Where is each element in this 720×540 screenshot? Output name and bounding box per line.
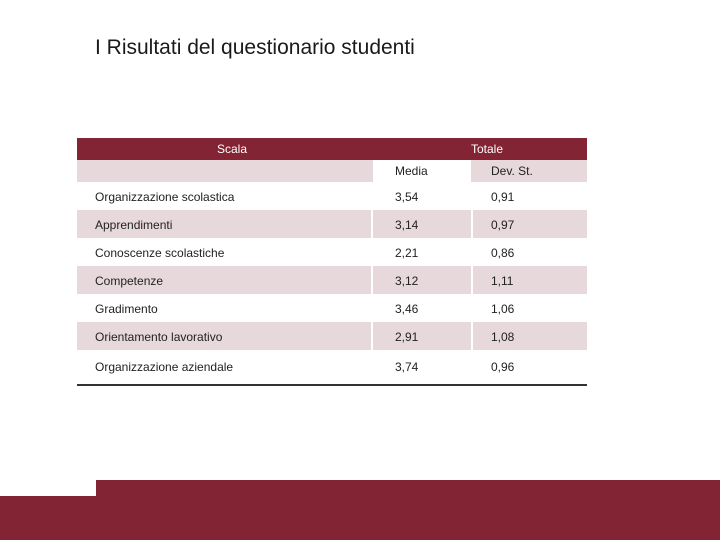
table-row	[77, 266, 587, 294]
column-divider	[371, 210, 373, 238]
row-dev: 1,06	[491, 302, 515, 316]
row-dev: 0,97	[491, 218, 515, 232]
row-scale-name: Gradimento	[95, 302, 158, 316]
row-scale-name: Apprendimenti	[95, 218, 173, 232]
table-row	[77, 238, 587, 266]
footer-band-top	[96, 480, 720, 496]
row-scale-name: Organizzazione aziendale	[95, 360, 234, 374]
footer-band	[0, 496, 720, 540]
row-media: 2,21	[395, 246, 419, 260]
header-scala: Scala	[217, 142, 248, 156]
table-bottom-rule	[77, 384, 587, 386]
row-dev: 0,96	[491, 360, 515, 374]
column-divider	[471, 322, 473, 350]
row-dev: 0,91	[491, 190, 515, 204]
column-divider	[371, 266, 373, 294]
row-dev: 1,11	[491, 274, 514, 288]
results-table	[77, 138, 587, 386]
table-row	[77, 210, 587, 238]
row-dev: 0,86	[491, 246, 515, 260]
row-media: 3,74	[395, 360, 419, 374]
header-dev: Dev. St.	[491, 164, 533, 178]
row-dev: 1,08	[491, 330, 515, 344]
table-subheader-row	[77, 160, 587, 182]
row-scale-name: Competenze	[95, 274, 164, 288]
page-title: I Risultati del questionario studenti	[95, 36, 415, 59]
column-divider	[471, 210, 473, 238]
row-media: 3,54	[395, 190, 419, 204]
row-media: 3,14	[395, 218, 419, 232]
row-media: 3,12	[395, 274, 419, 288]
column-divider	[371, 322, 373, 350]
row-scale-name: Organizzazione scolastica	[95, 190, 235, 204]
table-row	[77, 322, 587, 350]
row-media: 3,46	[395, 302, 419, 316]
table-row	[77, 294, 587, 322]
table-row	[77, 350, 587, 384]
table-row	[77, 182, 587, 210]
row-scale-name: Conoscenze scolastiche	[95, 246, 225, 260]
row-scale-name: Orientamento lavorativo	[95, 330, 223, 344]
column-divider	[471, 266, 473, 294]
row-media: 2,91	[395, 330, 419, 344]
header-media: Media	[395, 164, 428, 178]
header-totale: Totale	[471, 142, 504, 156]
table-header-row	[77, 138, 587, 160]
